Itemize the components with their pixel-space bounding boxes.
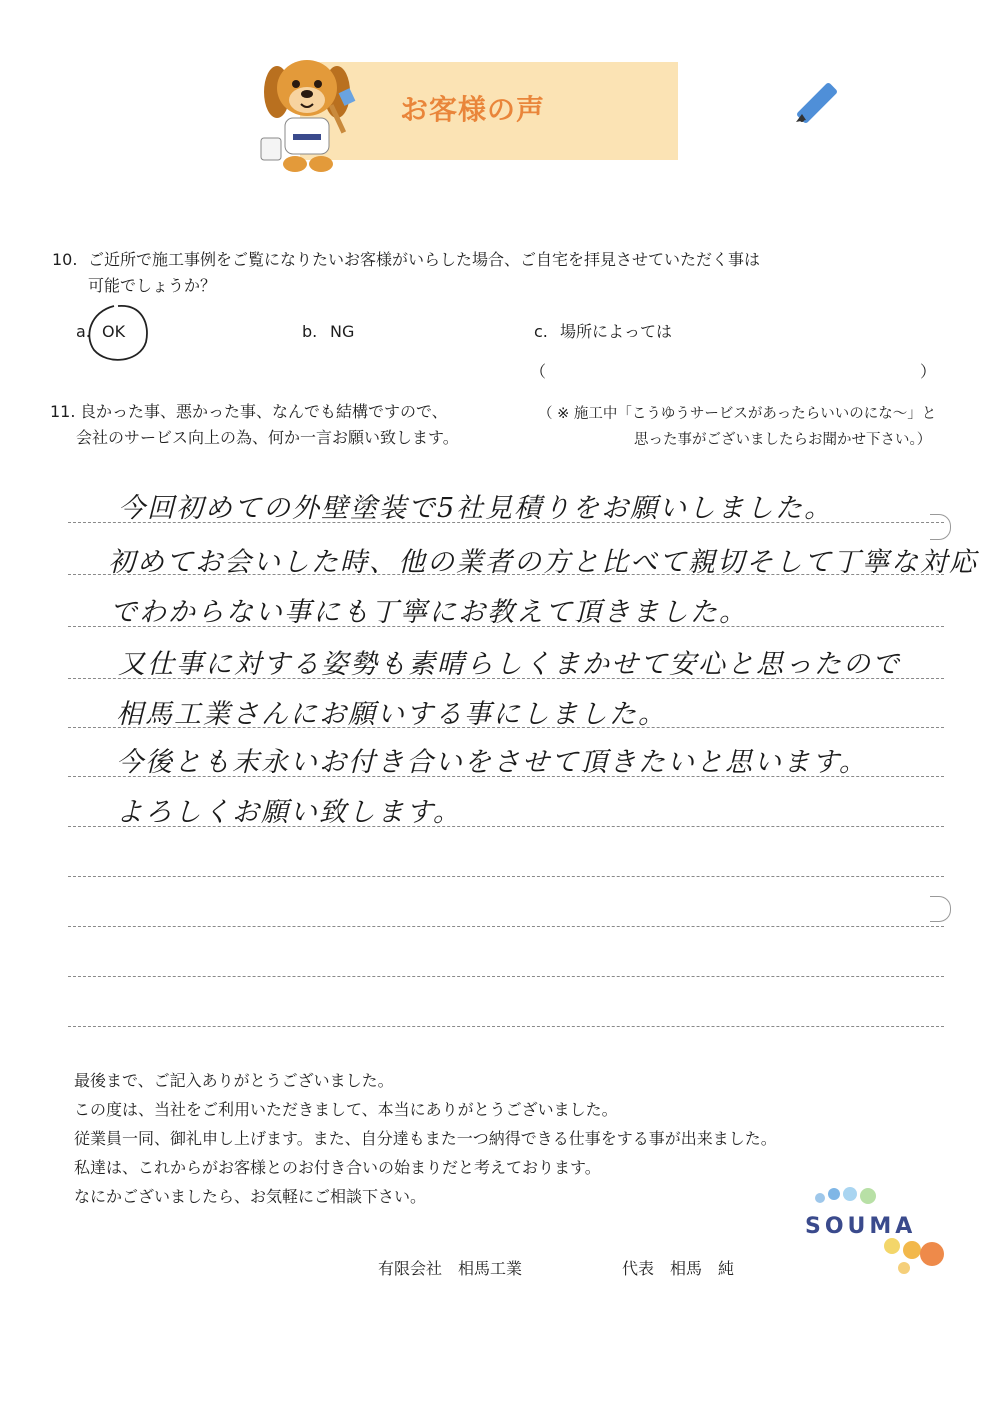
answer-rule-line (68, 926, 944, 927)
handwritten-answer-line: 今回初めての外壁塗装で5社見積りをお願いしました。 (118, 493, 834, 524)
punch-hole-mark (930, 896, 951, 922)
company-name: 有限会社 相馬工業 (378, 1259, 523, 1278)
q10-text-line1: ご近所で施工事例をご覧になりたいお客様がいらした場合、ご自宅を拝見させていただく事は (88, 250, 761, 269)
selection-circle-icon (82, 300, 154, 370)
punch-hole-mark (930, 514, 951, 540)
q11-note-line2: 思った事がございましたらお聞かせ下さい。） (634, 432, 932, 448)
handwritten-answer-line: 初めてお会いした時、他の業者の方と比べて親切そして丁寧な対応 (108, 547, 978, 578)
q11-text-line2: 会社のサービス向上の為、何か一言お願い致します。 (76, 428, 459, 447)
q10-paren-close: ） (920, 362, 937, 381)
q10-number: 10. (52, 250, 78, 269)
closing-line: この度は、当社をご利用いただきまして、本当にありがとうございました。 (74, 1100, 618, 1119)
handwritten-answer-line: でわからない事にも丁寧にお教えて頂きました。 (110, 597, 748, 628)
handwritten-answer-line: 相馬工業さんにお願いする事にしました。 (116, 699, 667, 730)
company-logo: SOUMA (805, 1214, 917, 1239)
answer-rule-line (68, 976, 944, 977)
q10-option-c-label: 場所によっては (560, 322, 673, 341)
q10-paren-open: （ (530, 362, 547, 381)
q11-text-line1: 良かった事、悪かった事、なんでも結構ですので、 (80, 402, 448, 421)
answer-rule-line (68, 1026, 944, 1027)
closing-line: なにかございましたら、お気軽にご相談下さい。 (74, 1187, 427, 1206)
q10-option-a-letter: a. (76, 322, 91, 341)
representative-name: 代表 相馬 純 (622, 1259, 735, 1278)
closing-line: 最後まで、ご記入ありがとうございました。 (74, 1071, 394, 1090)
q11-number: 11. (50, 402, 76, 421)
q10-option-b-label: NG (330, 322, 355, 341)
q10-text-line2: 可能でしょうか？ (88, 276, 217, 295)
dog-mascot-icon (255, 54, 365, 182)
handwritten-answer-line: 今後とも末永いお付き合いをさせて頂きたいと思います。 (116, 747, 868, 778)
handwritten-answer-line: 又仕事に対する姿勢も素晴らしくまかせて安心と思ったので (118, 649, 901, 680)
q10-option-c-letter: c. (534, 322, 548, 341)
page-title: お客様の声 (400, 93, 546, 126)
answer-rule-line (68, 876, 944, 877)
handwritten-answer-line: よろしくお願い致します。 (116, 797, 462, 828)
q10-option-a-label: OK (102, 322, 126, 341)
closing-line: 従業員一同、御礼申し上げます。また、自分達もまた一つ納得できる仕事をする事が出来ました。 (74, 1129, 777, 1148)
q10-option-b-letter: b. (302, 322, 318, 341)
closing-line: 私達は、これからがお客様とのお付き合いの始まりだと考えております。 (74, 1158, 601, 1177)
pencil-icon (790, 70, 856, 130)
q11-note-line1: （ ※ 施工中「こうゆうサービスがあったらいいのにな～」と (538, 406, 937, 422)
